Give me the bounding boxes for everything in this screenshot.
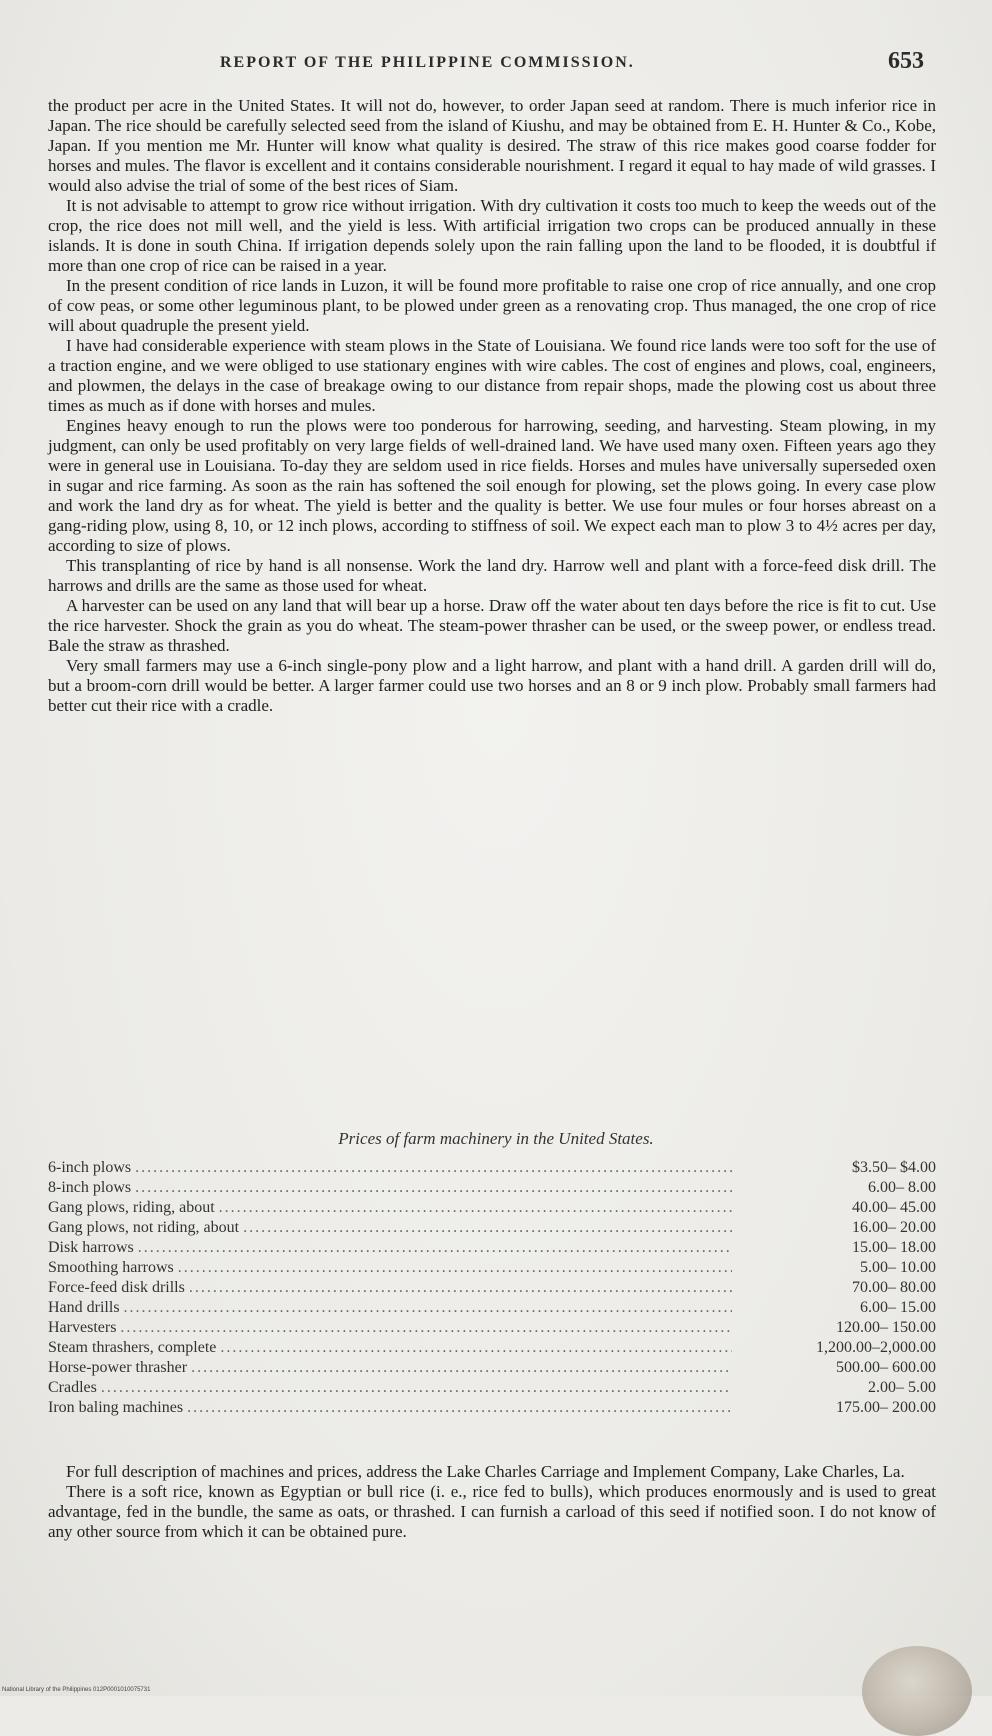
item-name: Hand drills [48,1299,120,1316]
item-name: 6-inch plows [48,1159,132,1176]
running-head: REPORT OF THE PHILIPPINE COMMISSION. [220,54,635,71]
paragraph: Engines heavy enough to run the plows were too ponderous for harrowing, seeding, and harvesting. Steam plowing, in my judgment, can only be used profitably on very large fields of well-drained land. We have used many oxen. Fifteen years ago they were in general use in Louisiana. To-day they are seldom used in rice fields. Horses and mules have universally superseded oxen in sugar and rice farming. As soon as the rain has softened the soil enough for plowing, set the plows going. In every case plow and work the land dry as for wheat. The yield is better and the quality is better. We use four mules or four horses abreast on a gang-riding plow, using 8, 10, or 12 inch plows, according to stiffness of soil. We expect each man to plow 3 to 4½ acres per day, according to size of plows. [48,416,936,555]
dot-leader [243,1218,732,1238]
dot-leader [191,1358,732,1378]
table-row [48,1258,936,1278]
price-range: 6.00– 8.00 [868,1179,936,1196]
item-name: Force-feed disk drills [48,1279,185,1296]
item-name: Cradles [48,1379,97,1396]
price-range: 2.00– 5.00 [868,1379,936,1396]
price-range: 70.00– 80.00 [852,1279,936,1296]
item-name: Steam thrashers, complete [48,1339,217,1356]
price-range: $3.50– $4.00 [852,1159,936,1176]
item-name: Horse-power thrasher [48,1359,188,1376]
paragraph: For full description of machines and prices, address the Lake Charles Carriage and Implement Company, Lake Charles, La. [66,1462,905,1481]
dot-leader [101,1378,732,1398]
table-row [48,1178,936,1198]
paragraph: the product per acre in the United States. It will not do, however, to order Japan seed at random. There is much inferior rice in Japan. The rice should be carefully selected seed from the island of Kiushu, and may be obtained from E. H. Hunter & Co., Kobe, Japan. If you mention me Mr. Hunter will know what quality is desired. The straw of this rice makes good coarse fodder for horses and mules. The flavor is excellent and it contains considerable nourishment. I regard it equal to hay made of wild grasses. I would also advise the trial of some of the best rices of Siam. [48,96,936,195]
table-row [48,1378,936,1398]
dot-leader [219,1198,732,1218]
price-range: 6.00– 15.00 [860,1299,936,1316]
price-range: 15.00– 18.00 [852,1239,936,1256]
paragraph: There is a soft rice, known as Egyptian or bull rice (i. e., rice fed to bulls), which produces enormously and is used to great advantage, fed in the bundle, the same as oats, or thrashed. I can furnish a carload of this seed if notified soon. I do not know of any other source from which it can be obtained pure. [48,1482,936,1541]
table-row [48,1398,936,1418]
body-text [48,96,936,716]
dot-leader [124,1298,732,1318]
dot-leader [187,1398,732,1418]
dot-leader [135,1158,732,1178]
price-range: 5.00– 10.00 [860,1259,936,1276]
page-number: 653 [888,48,924,74]
price-range: 1,200.00–2,000.00 [816,1339,936,1356]
page-header [60,42,932,82]
price-range: 500.00– 600.00 [836,1359,936,1376]
item-name: 8-inch plows [48,1179,132,1196]
dot-leader [138,1238,732,1258]
table-row [48,1238,936,1258]
table-row [48,1358,936,1378]
paragraph: A harvester can be used on any land that will bear up a horse. Draw off the water about ten days before the rice is fit to cut. Use the rice harvester. Shock the grain as you do wheat. The steam-power thrasher can be used, or the sweep power, or endless tread. Bale the straw as thrashed. [48,596,936,655]
table-row [48,1278,936,1298]
dot-leader [189,1278,732,1298]
price-table [48,1158,936,1418]
paragraph: This transplanting of rice by hand is all nonsense. Work the land dry. Harrow well and plant with a force-feed disk drill. The harrows and drills are the same as those used for wheat. [48,556,936,595]
price-range: 175.00– 200.00 [836,1399,936,1416]
paragraph: I have had considerable experience with steam plows in the State of Louisiana. We found rice lands were too soft for the use of a traction engine, and we were obliged to use stationary engines with wire cables. The cost of engines and plows, coal, engineers, and plowmen, the delays in the case of breakage owing to our distance from repair shops, made the plowing cost us about three times as much as if done with horses and mules. [48,336,936,415]
item-name: Iron baling machines [48,1399,184,1416]
paragraph: It is not advisable to attempt to grow rice without irrigation. With dry cultivation it costs too much to keep the weeds out of the crop, the rice does not mill well, and the yield is less. With artificial irrigation two crops can be produced annually in these islands. It is done in south China. If irrigation depends solely upon the rain falling upon the land to be flooded, it is doubtful if more than one crop of rice can be raised in a year. [48,196,936,275]
price-range: 120.00– 150.00 [836,1319,936,1336]
item-name: Harvesters [48,1319,117,1336]
scanner-thumb-shadow [862,1646,972,1736]
dot-leader [135,1178,732,1198]
table-row [48,1298,936,1318]
footer-text [48,1462,936,1542]
price-range: 40.00– 45.00 [852,1199,936,1216]
table-row [48,1338,936,1358]
library-stamp: National Library of the Philippines 012P0001010075731 [2,1687,151,1693]
table-row [48,1318,936,1338]
table-row [48,1158,936,1178]
price-range: 16.00– 20.00 [852,1219,936,1236]
paragraph: In the present condition of rice lands in Luzon, it will be found more profitable to raise one crop of rice annually, and one crop of cow peas, or some other leguminous plant, to be plowed under green as a renovating crop. Thus managed, the one crop of rice will about quadruple the present yield. [48,276,936,335]
item-name: Smoothing harrows [48,1259,174,1276]
dot-leader [178,1258,732,1278]
table-title: Prices of farm machinery in the United States. [338,1129,654,1148]
paragraph: Very small farmers may use a 6-inch single-pony plow and a light harrow, and plant with a hand drill. A garden drill will do, but a broom-corn drill would be better. A larger farmer could use two horses and an 8 or 9 inch plow. Probably small farmers had better cut their rice with a cradle. [48,656,936,715]
dot-leader [220,1338,732,1358]
item-name: Disk harrows [48,1239,134,1256]
item-name: Gang plows, not riding, about [48,1219,240,1236]
table-row [48,1218,936,1238]
dot-leader [120,1318,732,1338]
table-row [48,1198,936,1218]
item-name: Gang plows, riding, about [48,1199,215,1216]
